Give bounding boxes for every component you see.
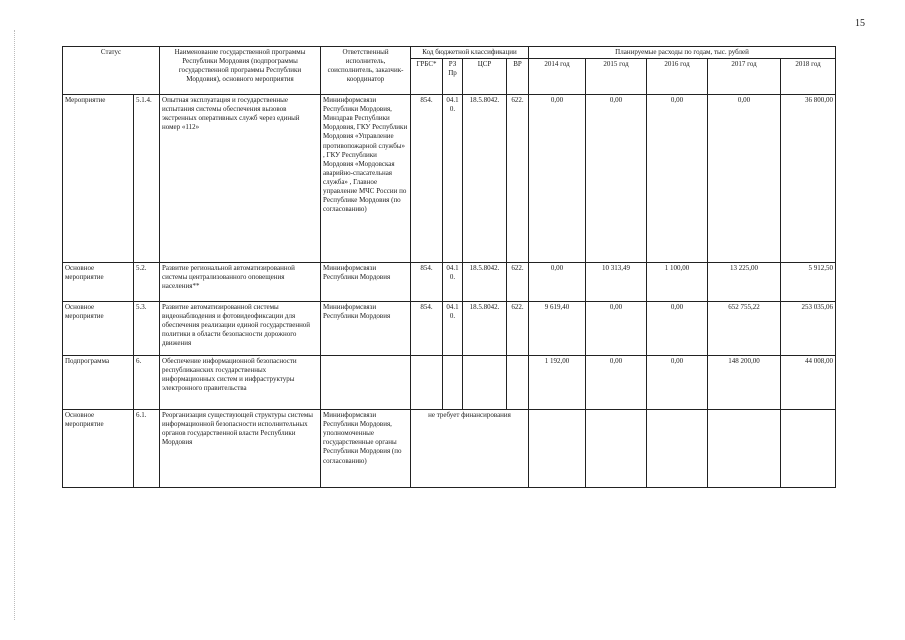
row-2017: 0,00 bbox=[708, 95, 781, 263]
row-2014: 0,00 bbox=[529, 263, 586, 302]
table-row bbox=[63, 95, 836, 263]
row-2018 bbox=[781, 410, 836, 488]
row-name: Развитие автоматизированной системы видеонаблюдения и фотовидеофиксации для обеспечения реализации единой государственной политики в области безопасности дорожного движения bbox=[160, 302, 321, 356]
row-2017: 13 225,00 bbox=[708, 263, 781, 302]
row-number: 5.3. bbox=[134, 302, 160, 356]
no-funding-note: не требует финансирования bbox=[411, 410, 529, 488]
row-2016: 0,00 bbox=[647, 356, 708, 410]
row-status: Основное мероприятие bbox=[63, 410, 134, 488]
row-csr bbox=[463, 356, 507, 410]
row-vr: 622. bbox=[507, 263, 529, 302]
row-2017: 148 200,00 bbox=[708, 356, 781, 410]
row-2016: 0,00 bbox=[647, 95, 708, 263]
row-grbs: 854. bbox=[411, 263, 443, 302]
row-grbs: 854. bbox=[411, 302, 443, 356]
row-grbs: 854. bbox=[411, 95, 443, 263]
row-number: 5.1.4. bbox=[134, 95, 160, 263]
row-status: Мероприятие bbox=[63, 95, 134, 263]
table-row bbox=[63, 302, 836, 356]
status-header: Статус bbox=[63, 47, 160, 95]
row-2018: 5 912,50 bbox=[781, 263, 836, 302]
row-rzpr bbox=[443, 356, 463, 410]
row-name: Опытная эксплуатация и государственные испытания системы обеспечения вызовов экстренных оперативных служб через единый номер «112» bbox=[160, 95, 321, 263]
row-grbs bbox=[411, 356, 443, 410]
row-number: 6. bbox=[134, 356, 160, 410]
csr-header: ЦСР bbox=[463, 59, 507, 95]
row-responsible bbox=[321, 356, 411, 410]
row-2015: 10 313,49 bbox=[586, 263, 647, 302]
year-2017-header: 2017 год bbox=[708, 59, 781, 95]
row-status: Основное мероприятие bbox=[63, 263, 134, 302]
row-2014: 9 619,40 bbox=[529, 302, 586, 356]
row-2018: 36 800,00 bbox=[781, 95, 836, 263]
table-row bbox=[63, 410, 836, 488]
responsible-header: Ответственный исполнитель, соисполнитель, заказчик-координатор bbox=[321, 47, 411, 95]
row-responsible: Мининформсвязи Республики Мордовия bbox=[321, 302, 411, 356]
row-2014: 1 192,00 bbox=[529, 356, 586, 410]
rzpr-header: РЗ Пр bbox=[443, 59, 463, 95]
row-2014 bbox=[529, 410, 586, 488]
name-header: Наименование государственной программы Республики Мордовия (подпрограммы государственной программы Республики Мордовия), основного мероприятия bbox=[160, 47, 321, 95]
page-number: 15 bbox=[855, 18, 865, 29]
year-2018-header: 2018 год bbox=[781, 59, 836, 95]
year-2014-header: 2014 год bbox=[529, 59, 586, 95]
row-csr: 18.5.8042. bbox=[463, 302, 507, 356]
table-row bbox=[63, 356, 836, 410]
row-2018: 44 008,00 bbox=[781, 356, 836, 410]
row-status: Основное мероприятие bbox=[63, 302, 134, 356]
row-2016 bbox=[647, 410, 708, 488]
table-row bbox=[63, 263, 836, 302]
row-2017 bbox=[708, 410, 781, 488]
row-responsible: Мининформсвязи Республики Мордовия bbox=[321, 263, 411, 302]
row-name: Обеспечение информационной безопасности республиканских государственных информационных систем и инфраструктуры электронного правительства bbox=[160, 356, 321, 410]
row-responsible: Мининформсвязи Республики Мордовия, Минздрав Республики Мордовия, ГКУ Республики Мордовия «Управление противопожарной службы» , ГКУ Республики Мордовия «Мордовская аварийно-спасательная служба» , Главное управление МЧС России по Республике Мордовия (по согласованию) bbox=[321, 95, 411, 263]
vr-header: ВР bbox=[507, 59, 529, 95]
row-2014: 0,00 bbox=[529, 95, 586, 263]
planned-expenses-header: Планируемые расходы по годам, тыс. рублей bbox=[529, 47, 836, 59]
row-csr: 18.5.8042. bbox=[463, 95, 507, 263]
row-vr bbox=[507, 356, 529, 410]
row-rzpr: 04.10. bbox=[443, 263, 463, 302]
row-name: Реорганизация существующей структуры системы информационной безопасности исполнительных органов государственной власти Республики Мордовия bbox=[160, 410, 321, 488]
year-2016-header: 2016 год bbox=[647, 59, 708, 95]
expenses-table bbox=[62, 46, 836, 488]
row-number: 5.2. bbox=[134, 263, 160, 302]
row-vr: 622. bbox=[507, 302, 529, 356]
row-2018: 253 035,06 bbox=[781, 302, 836, 356]
row-csr: 18.5.8042. bbox=[463, 263, 507, 302]
row-name: Развитие региональной автоматизированной системы централизованного оповещения населения** bbox=[160, 263, 321, 302]
row-2015: 0,00 bbox=[586, 302, 647, 356]
row-rzpr: 04.10. bbox=[443, 95, 463, 263]
budget-code-header: Код бюджетной классификации bbox=[411, 47, 529, 59]
row-status: Подпрограмма bbox=[63, 356, 134, 410]
row-2015 bbox=[586, 410, 647, 488]
row-2017: 652 755,22 bbox=[708, 302, 781, 356]
row-2016: 0,00 bbox=[647, 302, 708, 356]
grbs-header: ГРБС* bbox=[411, 59, 443, 95]
year-2015-header: 2015 год bbox=[586, 59, 647, 95]
row-2015: 0,00 bbox=[586, 95, 647, 263]
row-vr: 622. bbox=[507, 95, 529, 263]
row-2016: 1 100,00 bbox=[647, 263, 708, 302]
header-row bbox=[63, 47, 836, 59]
row-2015: 0,00 bbox=[586, 356, 647, 410]
row-responsible: Мининформсвязи Республики Мордовия, уполномоченные государственные органы Республики Мордовия (по согласованию) bbox=[321, 410, 411, 488]
row-number: 6.1. bbox=[134, 410, 160, 488]
left-margin-marks bbox=[14, 30, 16, 620]
row-rzpr: 04.10. bbox=[443, 302, 463, 356]
